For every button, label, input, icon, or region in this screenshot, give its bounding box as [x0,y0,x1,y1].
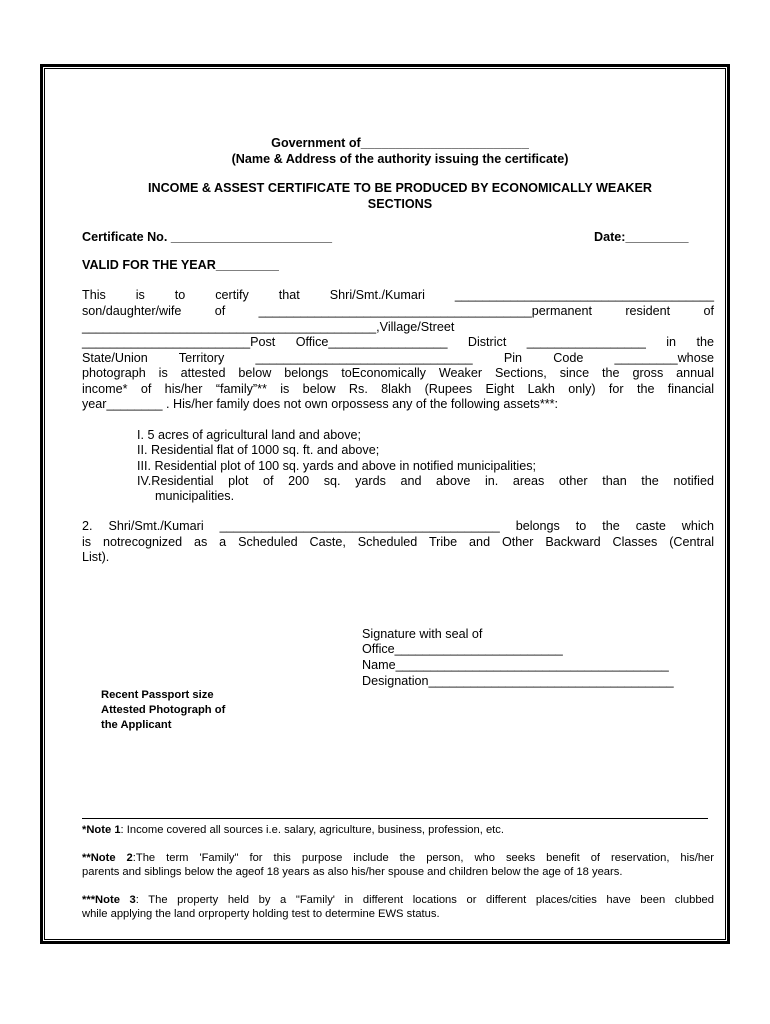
body-line-6: photograph is attested below belongs toEconomically Weaker Sections, since the gross annual [82,366,714,380]
body-line-5: State/Union Territory _______________________________ Pin Code _________whose [82,351,714,365]
note-1 [82,823,504,838]
note-3-label: ***Note 3 [82,894,136,906]
caste-line-3: List). [82,550,110,564]
note-1-label: *Note 1 [82,824,121,836]
note-1-text: : Income covered all sources i.e. salary, agriculture, business, profession, etc. [120,824,504,836]
body-line-4: ________________________Post Office_________________ District _________________ in the [82,335,714,349]
date-field: Date:_________ [594,230,689,244]
government-of-line: Government of________________________ [271,136,529,150]
note-3-line1 [82,893,714,908]
asset-item-4: IV.Residential plot of 200 sq. yards and above in. areas other than the notified [137,474,714,488]
certificate-number-field: Certificate No. _______________________ [82,230,332,244]
body-line-3: __________________________________________,Village/Street [82,320,455,334]
authority-line: (Name & Address of the authority issuing the certificate) [231,152,569,166]
signature-seal-label: Signature with seal of [362,627,483,641]
body-line-8: year________ . His/her family does not own orpossess any of the following assets***: [82,397,559,411]
asset-item-4-continued: municipalities. [155,489,235,503]
note-3-text-line1: : The property held by a "Family' in different locations or different places/cities have been clubbed [135,894,714,906]
valid-for-year-field: VALID FOR THE YEAR_________ [82,258,279,272]
certificate-title-line1: INCOME & ASSEST CERTIFICATE TO BE PRODUCED BY ECONOMICALLY WEAKER [147,181,653,195]
photo-label-line2: Attested Photograph of [101,704,226,716]
notes-divider [82,818,708,819]
signature-office-field: Office________________________ [362,642,563,656]
body-line-7: income* of his/her “family”** is below Rs. 8lakh (Rupees Eight Lakh only) for the financial [82,382,714,396]
certificate-title-line2: SECTIONS [367,197,433,211]
note-2-text-line2: parents and siblings below the ageof 18 years as also his/her spouse and children below the age of 18 years. [82,866,623,878]
body-line-2: son/daughter/wife of _______________________________________permanent resident of [82,304,714,318]
note-3-text-line2: while applying the land orproperty holding test to determine EWS status. [82,908,440,920]
signature-name-field: Name_______________________________________ [362,658,669,672]
body-line-1: This is to certify that Shri/Smt./Kumari _____________________________________ [82,288,714,302]
note-2-text-line1: :The term 'Family" for this purpose include the person, who seeks benefit of reservation, his/her [132,852,714,864]
photo-label-line1: Recent Passport size [101,689,214,701]
note-2-line1 [82,851,714,866]
photo-label-line3: the Applicant [101,719,172,731]
asset-item-3: III. Residential plot of 100 sq. yards and above in notified municipalities; [137,459,537,473]
note-2-label: **Note 2 [82,852,133,864]
signature-designation-field: Designation___________________________________ [362,674,674,688]
asset-item-2: II. Residential flat of 1000 sq. ft. and above; [137,443,380,457]
asset-item-1: I. 5 acres of agricultural land and above; [137,428,362,442]
caste-line-1: 2. Shri/Smt./Kumari ________________________________________ belongs to the caste which [82,519,714,533]
caste-line-2: is notrecognized as a Scheduled Caste, Scheduled Tribe and Other Backward Classes (Central [82,535,714,549]
